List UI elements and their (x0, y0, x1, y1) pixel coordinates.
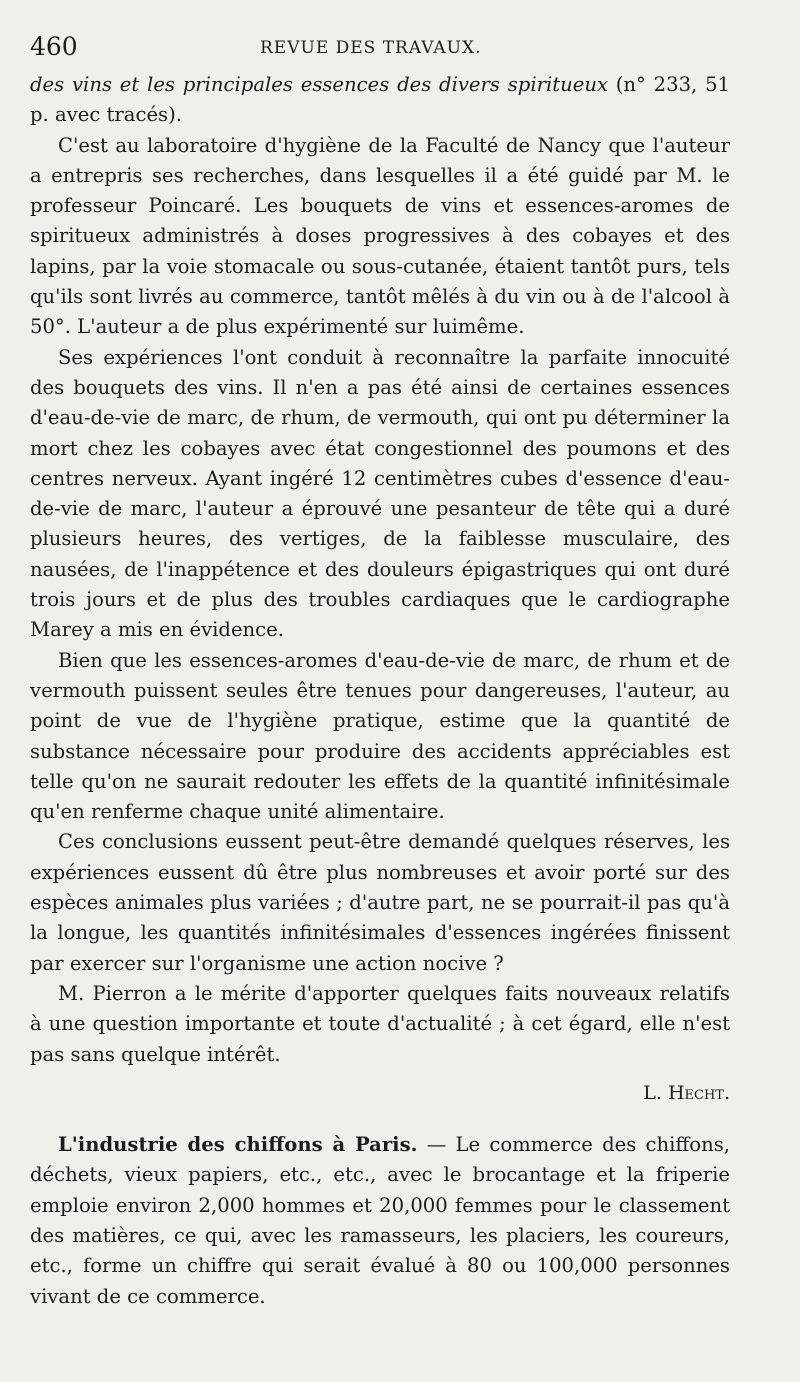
paragraph-4: Ces conclusions eussent peut-être demandé quelques réserves, les expériences eussent dû être plus nombreuses et avoir porté sur des espèces animales plus variées ; d'autre part, ne se pourrait-il pas qu'à la longue, les quantités infinitésimales d'essences ingérées finissent par exercer sur l'organisme une action nocive ? (30, 830, 730, 975)
section-paragraph (30, 1130, 730, 1312)
paragraph-3: Bien que les essences-aromes d'eau-de-vie de marc, de rhum et de vermouth puissent seules être tenues pour dangereuses, l'auteur, au point de vue de l'hygiène pratique, estime que la quantité de substance nécessaire pour produire des accidents appréciables est telle qu'on ne saurait redouter les effets de la quantité infinitésimale qu'en renferme chaque unité alimentaire. (30, 648, 730, 824)
paragraph-5: M. Pierron a le mérite d'apporter quelques faits nouveaux relatifs à une question importante et toute d'actualité ; à cet égard, elle n'est pas sans quelque intérêt. (30, 981, 730, 1066)
reference-detail: (n° 233, 51 p. avec tracés). (30, 73, 730, 127)
author-signature: L. Hecht. (643, 1081, 730, 1104)
section-dash: — (417, 1133, 456, 1157)
section-text: Le commerce des chiffons, déchets, vieux papiers, etc., etc., avec le brocantage et la friperie emploie environ 2,000 hommes et 20,000 femmes pour le classement des matières, ce qui, avec les ramasseurs, les placiers, les coureurs, etc., forme un chiffre qui serait évalué à 80 ou 100,000 personnes vivant de ce commerce. (30, 1133, 730, 1308)
paragraph-2: Ses expériences l'ont conduit à reconnaître la parfaite innocuité des bouquets des vins. Il n'en a pas été ainsi de certaines essences d'eau-de-vie de marc, de rhum, de vermouth, qui ont pu déterminer la mort chez les cobayes avec état congestionnel des poumons et des centres nerveux. Ayant ingéré 12 centimètres cubes d'essence d'eau-de-vie de marc, l'auteur a éprouvé une pesanteur de tête qui a duré plusieurs heures, des vertiges, de la faiblesse musculaire, des nausées, de l'inappétence et des douleurs épigastriques qui ont duré trois jours et de plus des troubles cardiaques que le cardiographe Marey a mis en évidence. (30, 345, 730, 642)
paragraph-continued (30, 70, 730, 131)
article-body (30, 70, 730, 1312)
page-number: 460 (30, 32, 78, 61)
running-head: REVUE DES TRAVAUX. (260, 38, 482, 58)
paragraph-1: C'est au laboratoire d'hygiène de la Faculté de Nancy que l'auteur a entrepris ses recherches, dans lesquelles il a été guidé par M. le professeur Poincaré. Les bouquets de vins et essences-aromes de spiritueux administrés à doses progressives à des cobayes et des lapins, par la voie stomacale ou sous-cutanée, étaient tantôt purs, tels qu'ils sont livrés au commerce, tantôt mêlés à du vin ou à de l'alcool à 50°. L'auteur a de plus expérimenté sur luimême. (30, 133, 730, 339)
page-header (30, 32, 720, 72)
title-continuation: des vins et les principales essences des divers spiritueux (30, 73, 608, 96)
section-title: L'industrie des chiffons à Paris. (58, 1133, 418, 1157)
